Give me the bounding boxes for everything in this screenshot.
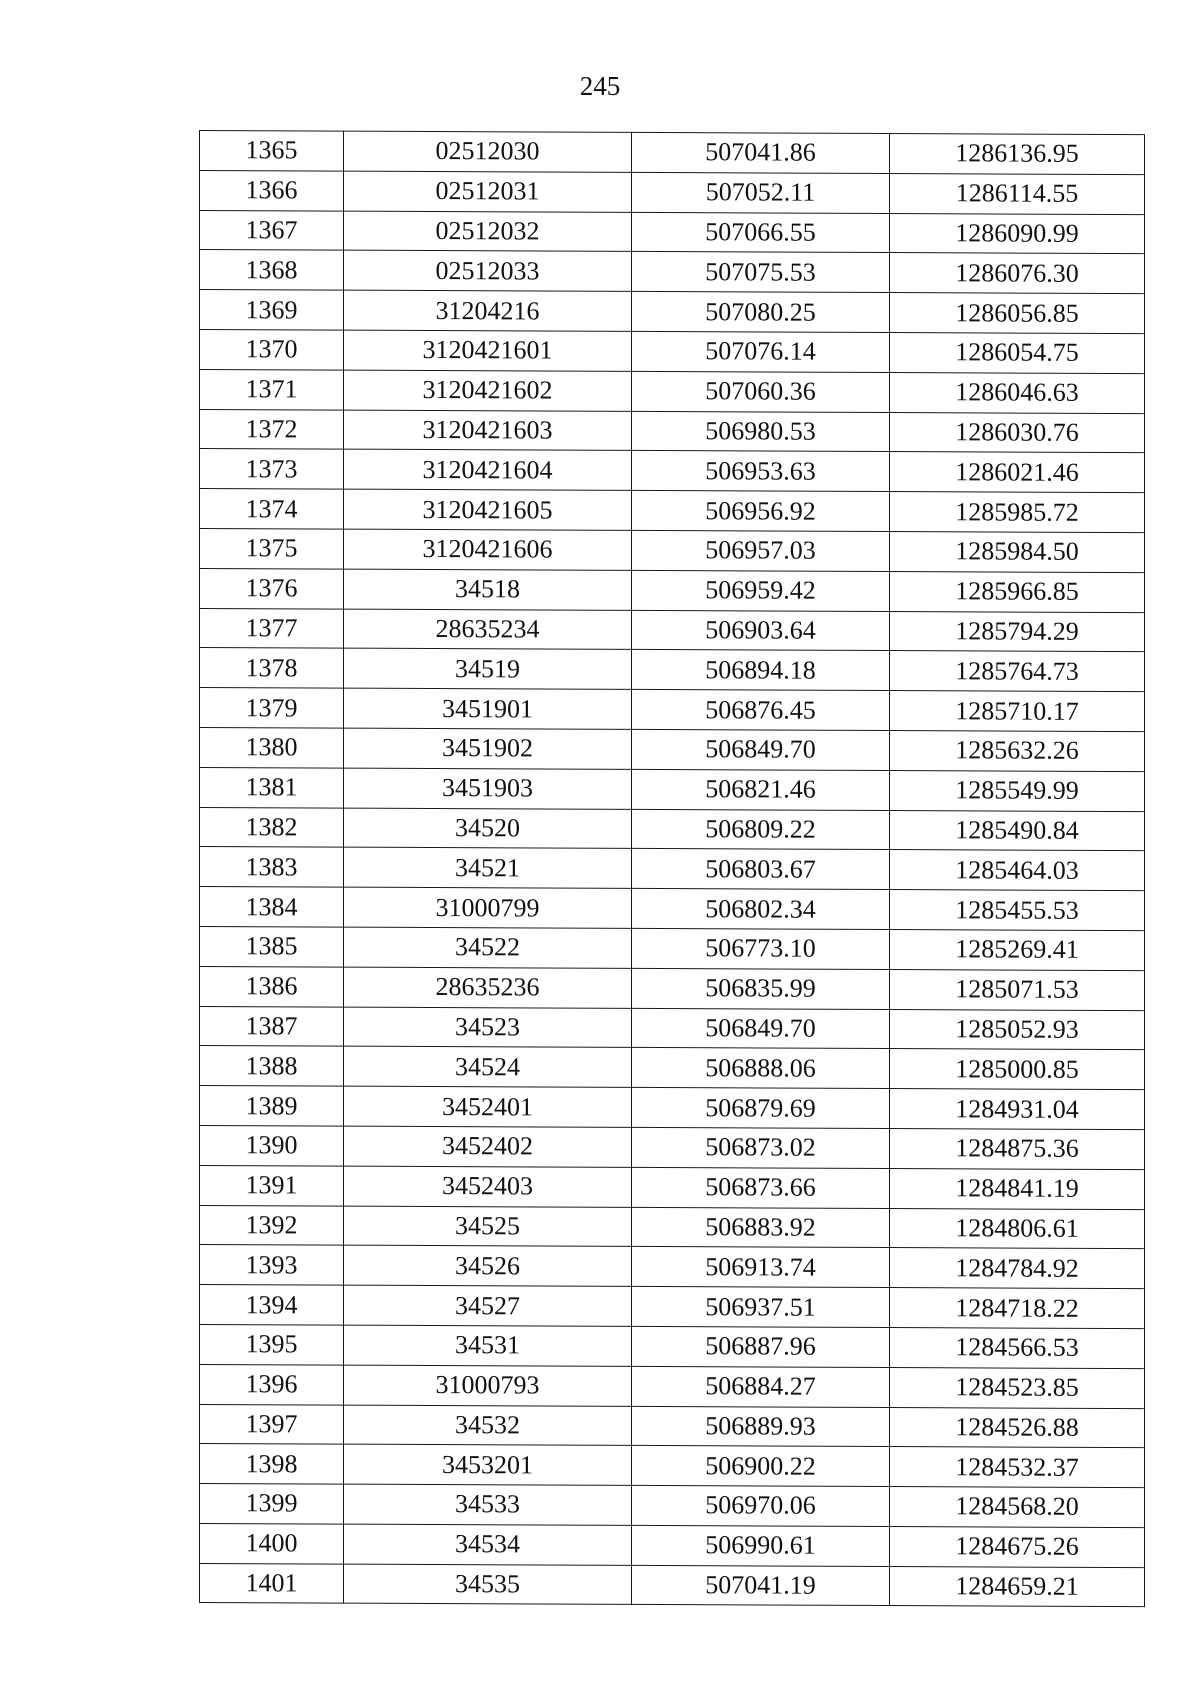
row-number-cell: 1385 (200, 926, 344, 966)
row-number-cell: 1371 (200, 369, 344, 409)
row-number-cell: 1376 (200, 568, 344, 608)
table-row (200, 250, 1145, 294)
table-row (200, 1523, 1145, 1567)
y-coordinate-cell: 1284659.21 (890, 1566, 1145, 1607)
row-number-cell: 1393 (200, 1245, 344, 1285)
row-number-cell: 1388 (200, 1046, 344, 1086)
point-id-cell: 02512032 (344, 211, 632, 252)
row-number-cell: 1368 (200, 250, 344, 290)
coordinates-table (199, 130, 1145, 1608)
x-coordinate-cell: 507041.19 (632, 1565, 890, 1606)
row-number-cell: 1366 (200, 170, 344, 210)
table-row (200, 449, 1145, 493)
table-row (200, 131, 1145, 175)
row-number-cell: 1401 (200, 1563, 344, 1603)
table-row (200, 1364, 1145, 1408)
point-id-cell: 3120421605 (344, 489, 632, 530)
row-number-cell: 1365 (200, 131, 344, 171)
table-row (200, 210, 1145, 254)
row-number-cell: 1378 (200, 648, 344, 688)
x-coordinate-cell: 507066.55 (632, 212, 890, 253)
table-row (200, 1563, 1145, 1607)
y-coordinate-cell: 1284875.36 (890, 1128, 1145, 1169)
row-number-cell: 1373 (200, 449, 344, 489)
x-coordinate-cell: 506873.66 (632, 1167, 890, 1208)
x-coordinate-cell: 506884.27 (632, 1366, 890, 1407)
point-id-cell: 3120421606 (344, 529, 632, 570)
x-coordinate-cell: 506959.42 (632, 570, 890, 611)
point-id-cell: 3453201 (344, 1444, 632, 1485)
x-coordinate-cell: 506913.74 (632, 1247, 890, 1288)
row-number-cell: 1390 (200, 1125, 344, 1165)
table-row (200, 688, 1145, 732)
table-row (200, 847, 1145, 891)
table-row (200, 290, 1145, 334)
row-number-cell: 1391 (200, 1165, 344, 1205)
x-coordinate-cell: 507076.14 (632, 331, 890, 372)
y-coordinate-cell: 1284718.22 (890, 1288, 1145, 1329)
x-coordinate-cell: 507060.36 (632, 371, 890, 412)
table-row (200, 608, 1145, 652)
y-coordinate-cell: 1284806.61 (890, 1208, 1145, 1249)
y-coordinate-cell: 1286056.85 (890, 293, 1145, 334)
row-number-cell: 1389 (200, 1086, 344, 1126)
point-id-cell: 02512030 (344, 131, 632, 172)
y-coordinate-cell: 1285052.93 (890, 1009, 1145, 1050)
point-id-cell: 02512033 (344, 251, 632, 292)
x-coordinate-cell: 506879.69 (632, 1088, 890, 1129)
row-number-cell: 1380 (200, 727, 344, 767)
point-id-cell: 34523 (344, 1007, 632, 1048)
x-coordinate-cell: 506889.93 (632, 1406, 890, 1447)
y-coordinate-cell: 1286054.75 (890, 332, 1145, 373)
x-coordinate-cell: 506873.02 (632, 1127, 890, 1168)
y-coordinate-cell: 1285966.85 (890, 571, 1145, 612)
x-coordinate-cell: 506937.51 (632, 1286, 890, 1327)
y-coordinate-cell: 1284526.88 (890, 1407, 1145, 1448)
y-coordinate-cell: 1285764.73 (890, 651, 1145, 692)
point-id-cell: 34532 (344, 1405, 632, 1446)
table-row (200, 1165, 1145, 1209)
point-id-cell: 34533 (344, 1484, 632, 1525)
table-row (200, 568, 1145, 612)
y-coordinate-cell: 1284532.37 (890, 1447, 1145, 1488)
x-coordinate-cell: 506835.99 (632, 968, 890, 1009)
table-row (200, 1006, 1145, 1050)
x-coordinate-cell: 506980.53 (632, 411, 890, 452)
page-number: 245 (579, 71, 621, 101)
y-coordinate-cell: 1286114.55 (890, 173, 1145, 214)
x-coordinate-cell: 507075.53 (632, 252, 890, 293)
point-id-cell: 3120421602 (344, 370, 632, 411)
point-id-cell: 31204216 (344, 290, 632, 331)
row-number-cell: 1367 (200, 210, 344, 250)
y-coordinate-cell: 1285490.84 (890, 810, 1145, 851)
x-coordinate-cell: 506970.06 (632, 1485, 890, 1526)
y-coordinate-cell: 1284568.20 (890, 1487, 1145, 1528)
point-id-cell: 3451902 (344, 728, 632, 769)
x-coordinate-cell: 506888.06 (632, 1048, 890, 1089)
coordinates-table-body (200, 131, 1145, 1608)
point-id-cell: 3452401 (344, 1086, 632, 1127)
y-coordinate-cell: 1285984.50 (890, 531, 1145, 572)
y-coordinate-cell: 1285549.99 (890, 770, 1145, 811)
y-coordinate-cell: 1286030.76 (890, 412, 1145, 453)
x-coordinate-cell: 506956.92 (632, 491, 890, 532)
x-coordinate-cell: 506887.96 (632, 1326, 890, 1367)
point-id-cell: 3452403 (344, 1166, 632, 1207)
y-coordinate-cell: 1286021.46 (890, 452, 1145, 493)
x-coordinate-cell: 506900.22 (632, 1446, 890, 1487)
point-id-cell: 3120421601 (344, 330, 632, 371)
row-number-cell: 1375 (200, 528, 344, 568)
point-id-cell: 34521 (344, 847, 632, 888)
y-coordinate-cell: 1285794.29 (890, 611, 1145, 652)
table-row (200, 807, 1145, 851)
table-row (200, 648, 1145, 692)
row-number-cell: 1377 (200, 608, 344, 648)
x-coordinate-cell: 506821.46 (632, 769, 890, 810)
table-row (200, 1245, 1145, 1289)
row-number-cell: 1400 (200, 1523, 344, 1563)
row-number-cell: 1369 (200, 290, 344, 330)
row-number-cell: 1374 (200, 489, 344, 529)
table-row (200, 1324, 1145, 1368)
point-id-cell: 02512031 (344, 171, 632, 212)
y-coordinate-cell: 1286046.63 (890, 372, 1145, 413)
point-id-cell: 31000799 (344, 887, 632, 928)
x-coordinate-cell: 506894.18 (632, 650, 890, 691)
point-id-cell: 34519 (344, 648, 632, 689)
point-id-cell: 3120421604 (344, 450, 632, 491)
x-coordinate-cell: 506957.03 (632, 530, 890, 571)
y-coordinate-cell: 1286090.99 (890, 213, 1145, 254)
row-number-cell: 1379 (200, 688, 344, 728)
point-id-cell: 28635236 (344, 967, 632, 1008)
point-id-cell: 3451901 (344, 688, 632, 729)
point-id-cell: 3120421603 (344, 410, 632, 451)
table-row (200, 727, 1145, 771)
row-number-cell: 1382 (200, 807, 344, 847)
row-number-cell: 1383 (200, 847, 344, 887)
row-number-cell: 1392 (200, 1205, 344, 1245)
table-row (200, 1046, 1145, 1090)
x-coordinate-cell: 507080.25 (632, 292, 890, 333)
table-row (200, 170, 1145, 214)
row-number-cell: 1387 (200, 1006, 344, 1046)
row-number-cell: 1396 (200, 1364, 344, 1404)
y-coordinate-cell: 1285464.03 (890, 850, 1145, 891)
point-id-cell: 34525 (344, 1206, 632, 1247)
row-number-cell: 1398 (200, 1444, 344, 1484)
row-number-cell: 1399 (200, 1484, 344, 1524)
y-coordinate-cell: 1284931.04 (890, 1089, 1145, 1130)
y-coordinate-cell: 1285985.72 (890, 492, 1145, 533)
y-coordinate-cell: 1285455.53 (890, 890, 1145, 931)
coordinates-table-wrapper (199, 130, 1144, 1603)
table-row (200, 1205, 1145, 1249)
point-id-cell: 31000793 (344, 1365, 632, 1406)
x-coordinate-cell: 506876.45 (632, 690, 890, 731)
x-coordinate-cell: 506803.67 (632, 849, 890, 890)
row-number-cell: 1381 (200, 767, 344, 807)
row-number-cell: 1394 (200, 1285, 344, 1325)
x-coordinate-cell: 507052.11 (632, 172, 890, 213)
x-coordinate-cell: 506953.63 (632, 451, 890, 492)
y-coordinate-cell: 1286076.30 (890, 253, 1145, 294)
point-id-cell: 3452402 (344, 1126, 632, 1167)
table-row (200, 329, 1145, 373)
y-coordinate-cell: 1285269.41 (890, 929, 1145, 970)
x-coordinate-cell: 506903.64 (632, 610, 890, 651)
table-row (200, 1285, 1145, 1329)
table-row (200, 887, 1145, 931)
x-coordinate-cell: 506883.92 (632, 1207, 890, 1248)
y-coordinate-cell: 1285710.17 (890, 691, 1145, 732)
y-coordinate-cell: 1286136.95 (890, 134, 1145, 175)
table-row (200, 369, 1145, 413)
point-id-cell: 34518 (344, 569, 632, 610)
point-id-cell: 34526 (344, 1245, 632, 1286)
row-number-cell: 1372 (200, 409, 344, 449)
table-row (200, 926, 1145, 970)
y-coordinate-cell: 1285071.53 (890, 969, 1145, 1010)
point-id-cell: 34524 (344, 1046, 632, 1087)
x-coordinate-cell: 507041.86 (632, 132, 890, 173)
point-id-cell: 34534 (344, 1524, 632, 1565)
y-coordinate-cell: 1285632.26 (890, 730, 1145, 771)
x-coordinate-cell: 506990.61 (632, 1525, 890, 1566)
table-row (200, 1404, 1145, 1448)
table-row (200, 489, 1145, 533)
table-row (200, 1484, 1145, 1528)
table-row (200, 1444, 1145, 1488)
row-number-cell: 1386 (200, 966, 344, 1006)
x-coordinate-cell: 506773.10 (632, 928, 890, 969)
point-id-cell: 34520 (344, 808, 632, 849)
point-id-cell: 34527 (344, 1285, 632, 1326)
table-row (200, 528, 1145, 572)
row-number-cell: 1397 (200, 1404, 344, 1444)
table-row (200, 966, 1145, 1010)
y-coordinate-cell: 1284841.19 (890, 1168, 1145, 1209)
point-id-cell: 34522 (344, 927, 632, 968)
table-row (200, 409, 1145, 453)
y-coordinate-cell: 1284784.92 (890, 1248, 1145, 1289)
y-coordinate-cell: 1284523.85 (890, 1367, 1145, 1408)
point-id-cell: 3451903 (344, 768, 632, 809)
table-row (200, 1086, 1145, 1130)
point-id-cell: 34535 (344, 1564, 632, 1605)
point-id-cell: 34531 (344, 1325, 632, 1366)
y-coordinate-cell: 1284566.53 (890, 1327, 1145, 1368)
table-row (200, 1125, 1145, 1169)
x-coordinate-cell: 506802.34 (632, 889, 890, 930)
row-number-cell: 1395 (200, 1324, 344, 1364)
table-row (200, 767, 1145, 811)
y-coordinate-cell: 1284675.26 (890, 1526, 1145, 1567)
x-coordinate-cell: 506809.22 (632, 809, 890, 850)
point-id-cell: 28635234 (344, 609, 632, 650)
x-coordinate-cell: 506849.70 (632, 1008, 890, 1049)
x-coordinate-cell: 506849.70 (632, 729, 890, 770)
row-number-cell: 1370 (200, 329, 344, 369)
row-number-cell: 1384 (200, 887, 344, 927)
y-coordinate-cell: 1285000.85 (890, 1049, 1145, 1090)
